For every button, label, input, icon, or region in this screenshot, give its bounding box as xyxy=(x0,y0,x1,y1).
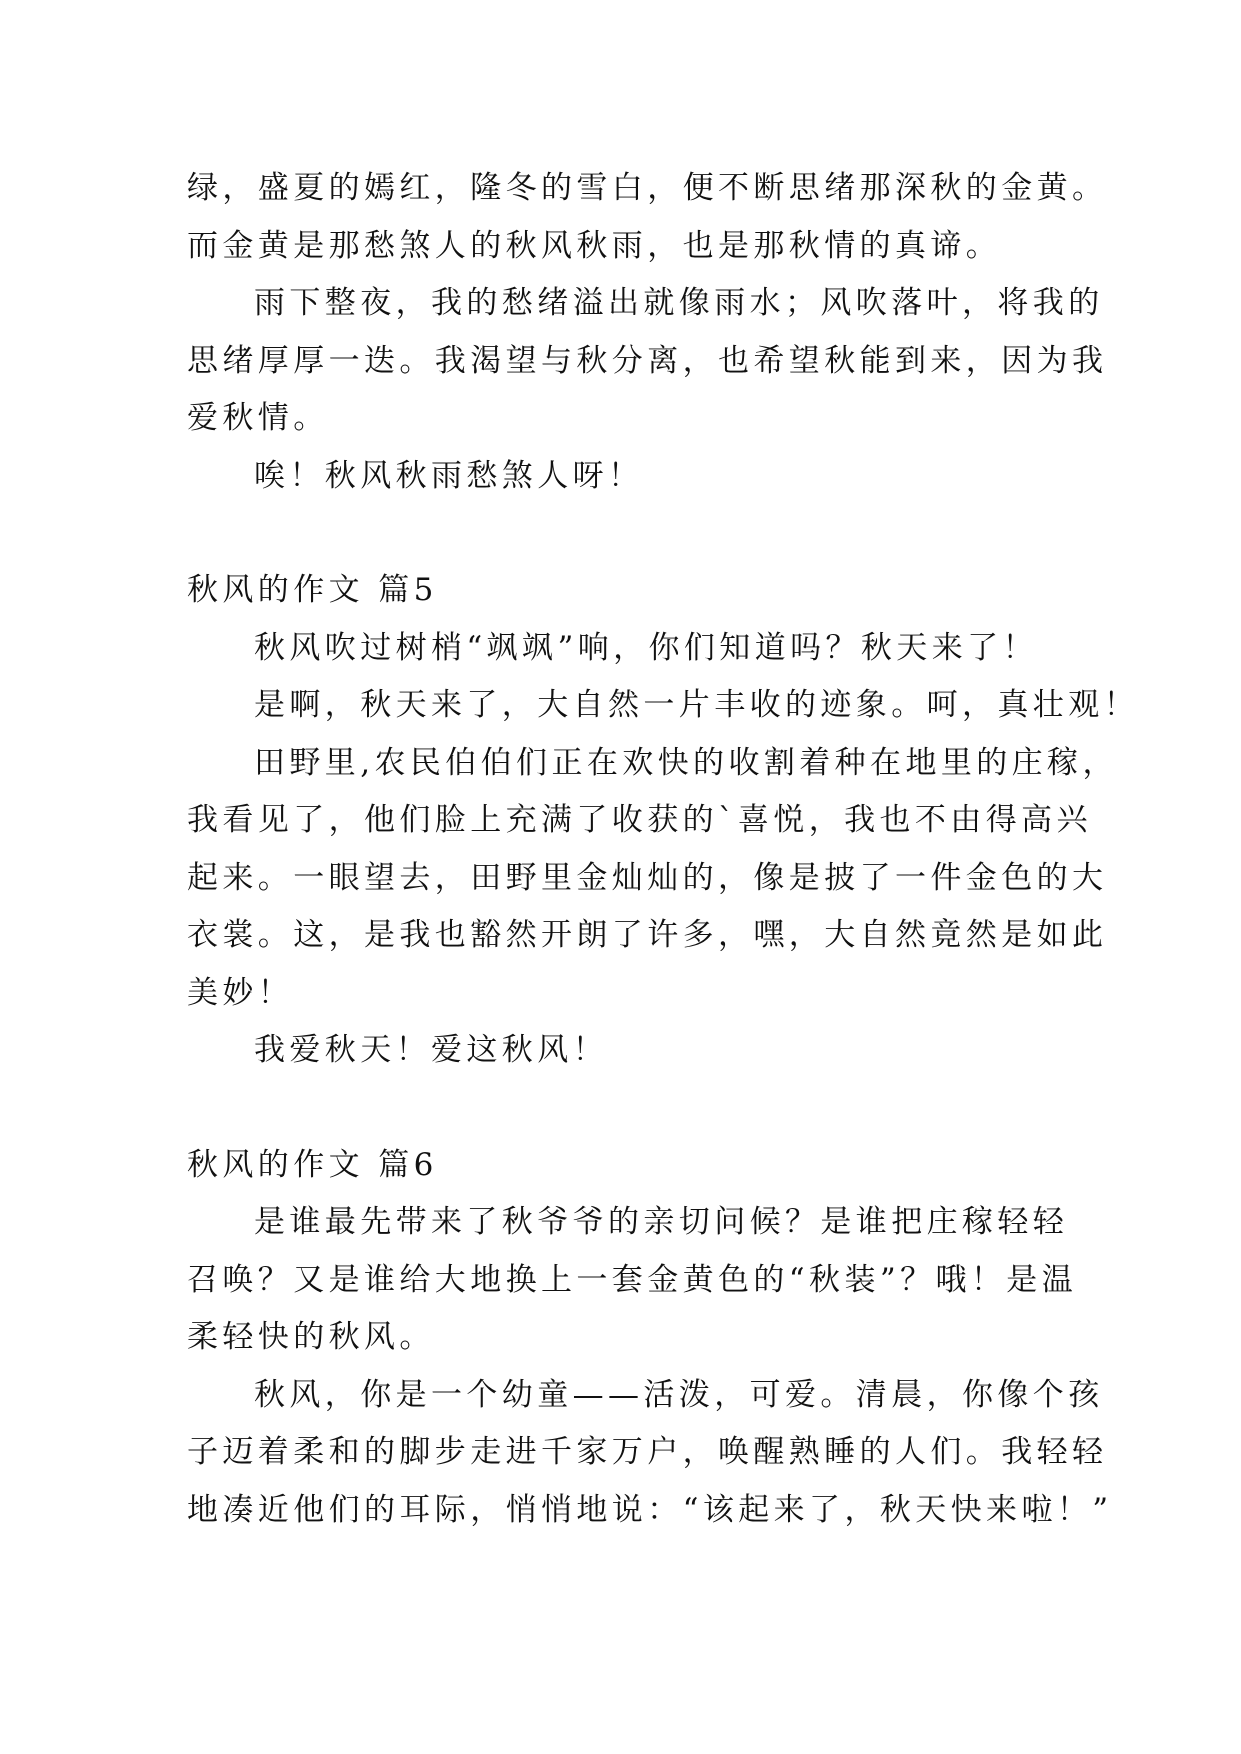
text-line: 绿，盛夏的嫣红，隆冬的雪白，便不断思绪那深秋的金黄。 xyxy=(187,170,1108,206)
text-line: 柔轻快的秋风。 xyxy=(187,1319,435,1355)
section-title: 秋风的作文 篇5 xyxy=(187,572,438,608)
text-line: 地凑近他们的耳际，悄悄地说：“该起来了，秋天快来啦！” xyxy=(187,1491,1113,1528)
text-line: 是啊，秋天来了，大自然一片丰收的迹象。呵，真壮观！ xyxy=(254,687,1139,723)
text-line: 召唤？又是谁给大地换上一套金黄色的“秋装”？哦！是温 xyxy=(187,1261,1078,1298)
text-line: 子迈着柔和的脚步走进千家万户，唤醒熟睡的人们。我轻轻 xyxy=(187,1434,1108,1470)
text-line: 秋风，你是一个幼童——活泼，可爱。清晨，你像个孩 xyxy=(254,1376,1104,1413)
text-line: 田野里,农民伯伯们正在欢快的收割着种在地里的庄稼， xyxy=(254,744,1118,781)
text-line: 起来。一眼望去，田野里金灿灿的，像是披了一件金色的大 xyxy=(187,859,1108,896)
text-line: 衣裳。这，是我也豁然开朗了许多，嘿，大自然竟然是如此 xyxy=(187,917,1108,953)
text-line: 我爱秋天！爱这秋风！ xyxy=(254,1032,608,1068)
section-6 xyxy=(187,1137,1113,1540)
section-spacer xyxy=(187,1080,1067,1137)
section-5 xyxy=(187,562,1139,1080)
text-line: 是谁最先带来了秋爷爷的亲切问候？是谁把庄稼轻轻 xyxy=(254,1204,1069,1240)
text-line: 秋风吹过树梢“飒飒”响，你们知道吗？秋天来了！ xyxy=(254,629,1038,666)
text-line: 思绪厚厚一迭。我渴望与秋分离，也希望秋能到来，因为我 xyxy=(187,342,1108,379)
text-line: 雨下整夜，我的愁绪溢出就像雨水；风吹落叶，将我的 xyxy=(254,285,1104,321)
paragraph-rain-night xyxy=(187,275,1108,448)
section-title: 秋风的作文 篇6 xyxy=(187,1146,438,1183)
section-spacer xyxy=(187,505,1067,562)
intro-paragraph xyxy=(187,160,1108,275)
text-line: 爱秋情。 xyxy=(187,400,329,436)
text-line: 我看见了，他们脸上充满了收获的`喜悦，我也不由得高兴 xyxy=(187,802,1092,838)
text-line: 唉！秋风秋雨愁煞人呀！ xyxy=(254,457,644,494)
text-line: 而金黄是那愁煞人的秋风秋雨，也是那秋情的真谛。 xyxy=(187,227,1002,264)
paragraph-sigh xyxy=(187,448,1067,506)
document-body xyxy=(187,160,1139,1539)
text-line: 美妙！ xyxy=(187,974,294,1011)
